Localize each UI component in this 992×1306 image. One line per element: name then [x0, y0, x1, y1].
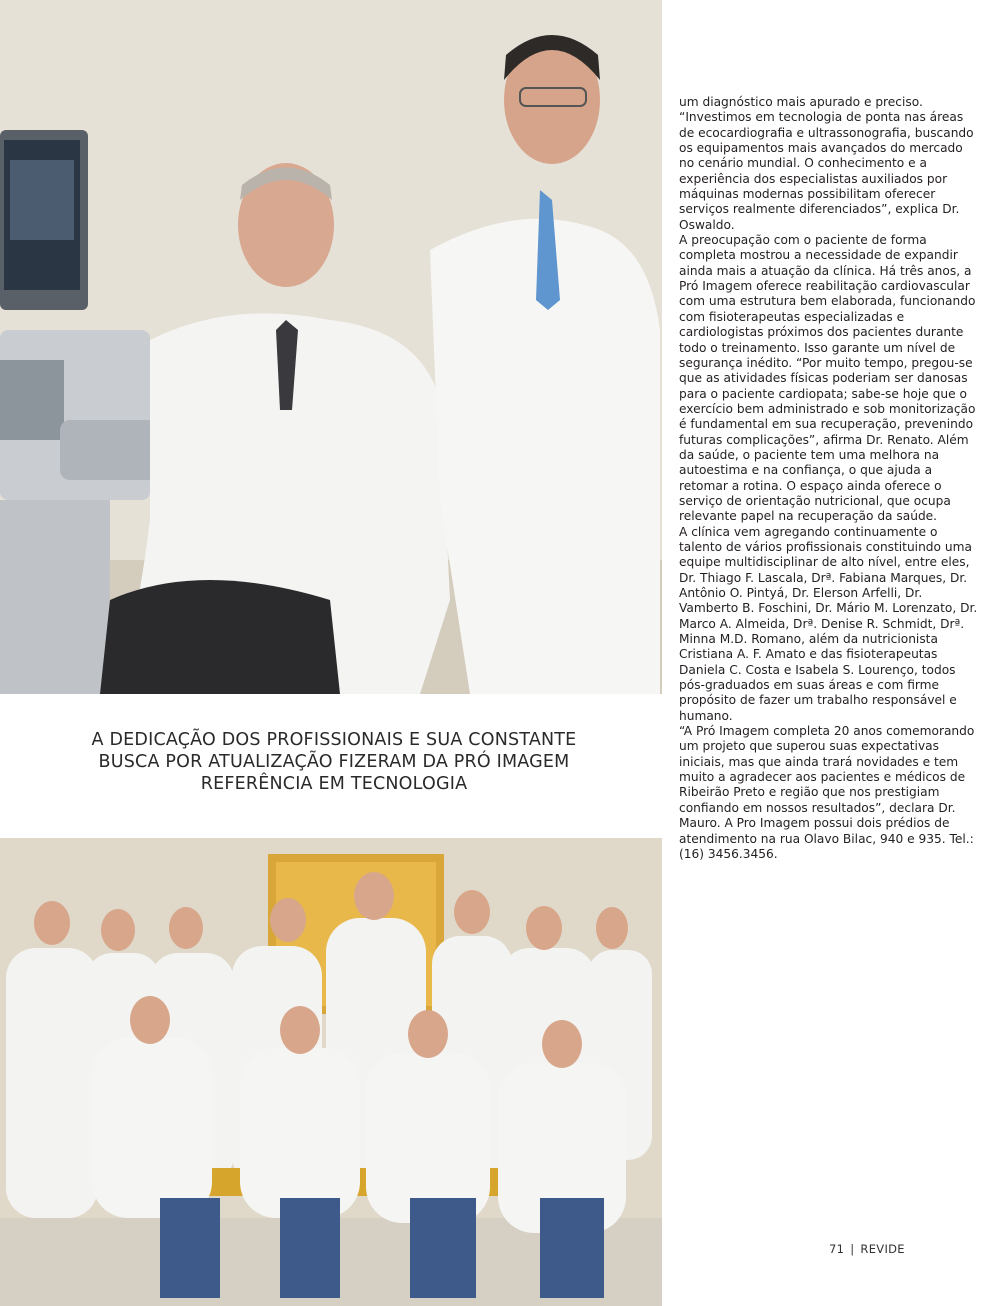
article-paragraph-4: “A Pró Imagem completa 20 anos comemorando um projeto que superou suas expectativas iniciais, mas que ainda trará novidades e tem muito a agradecer aos pacientes e médicos de Ribeirão Preto e região que nos prestigiam confiando em nossos resultados”, declara Dr. Mauro. A Pro Imagem possui dois prédios de atendimento na rua Olavo Bilac, 940 e 935. Tel.: (16) 3456.3456. [679, 724, 975, 861]
photo-two-doctors [0, 0, 662, 694]
photo-caption [60, 729, 608, 795]
photo-two-doctors-illustration [0, 0, 662, 694]
article-paragraph-1: um diagnóstico mais apurado e preciso. “Investimos em tecnologia de ponta nas áreas de ecocardiografia e ultrassonografia, buscando os equipamentos mais avançados do mercado no cenário mundial. O conhecimento e a experiência dos especialistas auxiliados por máquinas modernas possibilitam oferecer serviços realmente diferenciados”, explica Dr. Oswaldo. [679, 95, 974, 232]
page-footer [829, 1242, 905, 1256]
magazine-name: REVIDE [860, 1242, 905, 1256]
article-paragraph-2: A preocupação com o paciente de forma completa mostrou a necessidade de expandir ainda mais a atuação da clínica. Há três anos, a Pró Imagem oferece reabilitação cardiovascular com uma estrutura bem elaborada, funcionando com fisioterapeutas especializadas e cardiologistas próximos dos pacientes durante todo o treinamento. Isso garante um nível de segurança inédito. “Por muito tempo, pregou-se que as atividades físicas poderiam ser danosas para o paciente cardiopata; sabe-se hoje que o exercício bem administrado e sob monitorização é fundamental em sua recuperação, prevenindo futuras complicações”, afirma Dr. Renato. Além da saúde, o paciente tem uma melhora na autoestima e na confiança, o que ajuda a retomar a rotina. O espaço ainda oferece o serviço de orientação nutricional, que ocupa relevante papel na recuperação da saúde. [679, 233, 976, 524]
caption-line-2: BUSCA POR ATUALIZAÇÃO FIZERAM DA PRÓ IMAGEM [98, 752, 570, 772]
photo-team-group-illustration [0, 838, 662, 1306]
footer-separator: | [850, 1242, 855, 1256]
article-text-column [679, 95, 979, 862]
article-paragraph-3: A clínica vem agregando continuamente o talento de vários profissionais constituindo uma equipe multidisciplinar de alto nível, entre eles, Dr. Thiago F. Lascala, Drª. Fabiana Marques, Dr. Antônio O. Pintyá, Dr. Elerson Arfelli, Dr. Vamberto B. Foschini, Dr. Mário M. Lorenzato, Dr. Marco A. Almeida, Drª. Denise R. Schmidt, Drª. Minna M.D. Romano, além da nutricionista Cristiana A. F. Amato e das fisioterapeutas Daniela C. Costa e Isabela S. Lourenço, todos pós-graduados em suas áreas e com firme propósito de fazer um trabalho responsável e humano. [679, 524, 978, 723]
caption-line-3: REFERÊNCIA EM TECNOLOGIA [200, 774, 468, 794]
page-number: 71 [829, 1242, 845, 1256]
caption-line-1: A DEDICAÇÃO DOS PROFISSIONAIS E SUA CONSTANTE [91, 730, 577, 750]
photo-team-group [0, 838, 662, 1306]
